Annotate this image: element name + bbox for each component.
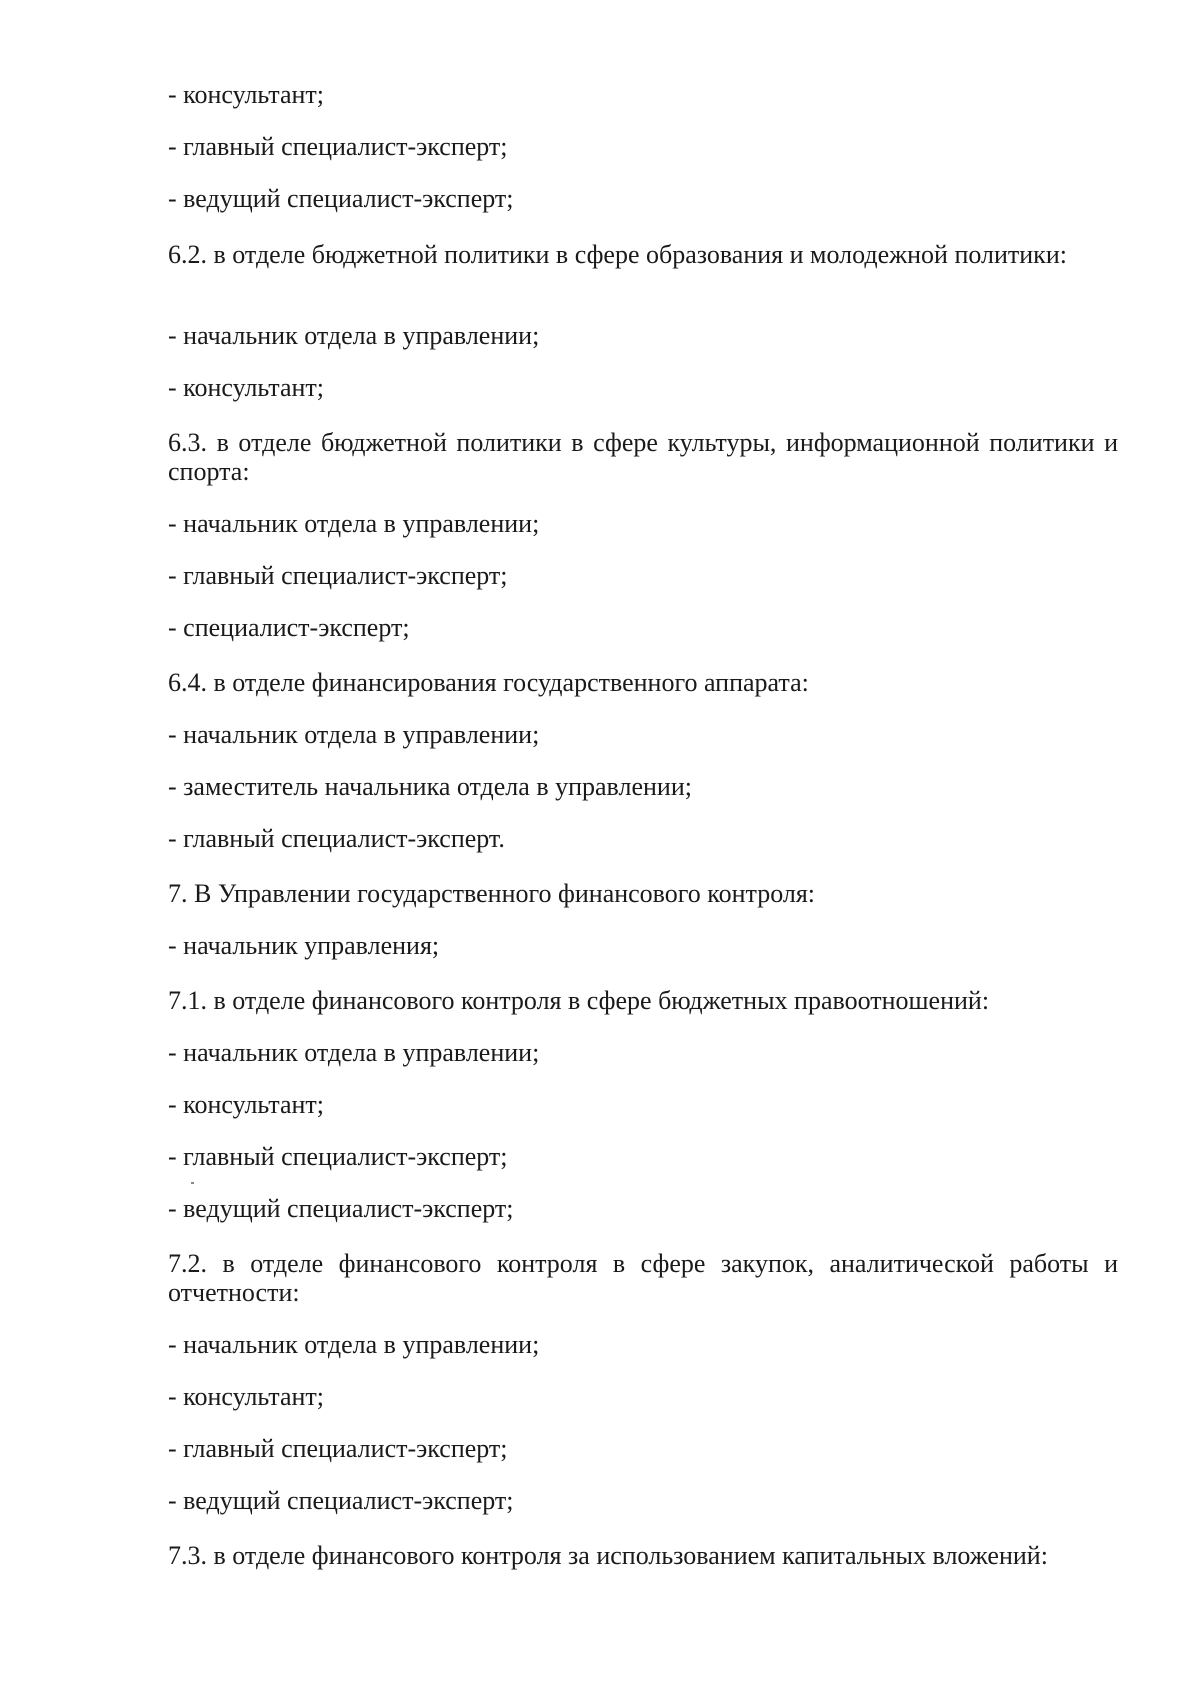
list-item: - ведущий специалист-эксперт; xyxy=(168,1486,514,1515)
scan-speck xyxy=(191,1182,194,1184)
list-item: - консультант; xyxy=(168,1090,324,1119)
list-item: - главный специалист-эксперт. xyxy=(168,824,505,853)
section-heading: 7.1. в отделе финансового контроля в сфере бюджетных правоотношений: xyxy=(168,986,990,1015)
list-item: - начальник отдела в управлении; xyxy=(168,1038,540,1067)
list-item: - ведущий специалист-эксперт; xyxy=(168,1194,514,1223)
list-item: - начальник отдела в управлении; xyxy=(168,509,540,538)
list-item: - главный специалист-эксперт; xyxy=(168,561,508,590)
list-item: - начальник отдела в управлении; xyxy=(168,1330,540,1359)
section-heading: 7.2. в отделе финансового контроля в сфере закупок, аналитической работы и отчетности: xyxy=(168,1249,1118,1307)
list-item: - начальник управления; xyxy=(168,931,440,960)
list-item: - главный специалист-эксперт; xyxy=(168,132,508,161)
list-item: - консультант; xyxy=(168,1382,324,1411)
section-heading: 6.3. в отделе бюджетной политики в сфере культуры, информационной политики и спорта: xyxy=(168,428,1118,486)
list-item: - главный специалист-эксперт; xyxy=(168,1142,508,1171)
list-item: - заместитель начальника отдела в управлении; xyxy=(168,772,692,801)
list-item: - консультант; xyxy=(168,373,324,402)
list-item: - начальник отдела в управлении; xyxy=(168,720,540,749)
section-heading: 6.4. в отделе финансирования государственного аппарата: xyxy=(168,668,809,697)
section-heading: 7. В Управлении государственного финансового контроля: xyxy=(168,879,816,908)
list-item: - главный специалист-эксперт; xyxy=(168,1434,508,1463)
list-item: - ведущий специалист-эксперт; xyxy=(168,184,514,213)
section-heading: 7.3. в отделе финансового контроля за использованием капитальных вложений: xyxy=(168,1541,1048,1570)
list-item: - консультант; xyxy=(168,80,324,109)
section-heading: 6.2. в отделе бюджетной политики в сфере образования и молодежной политики: xyxy=(168,240,1067,269)
list-item: - начальник отдела в управлении; xyxy=(168,321,540,350)
list-item: - специалист-эксперт; xyxy=(168,613,410,642)
